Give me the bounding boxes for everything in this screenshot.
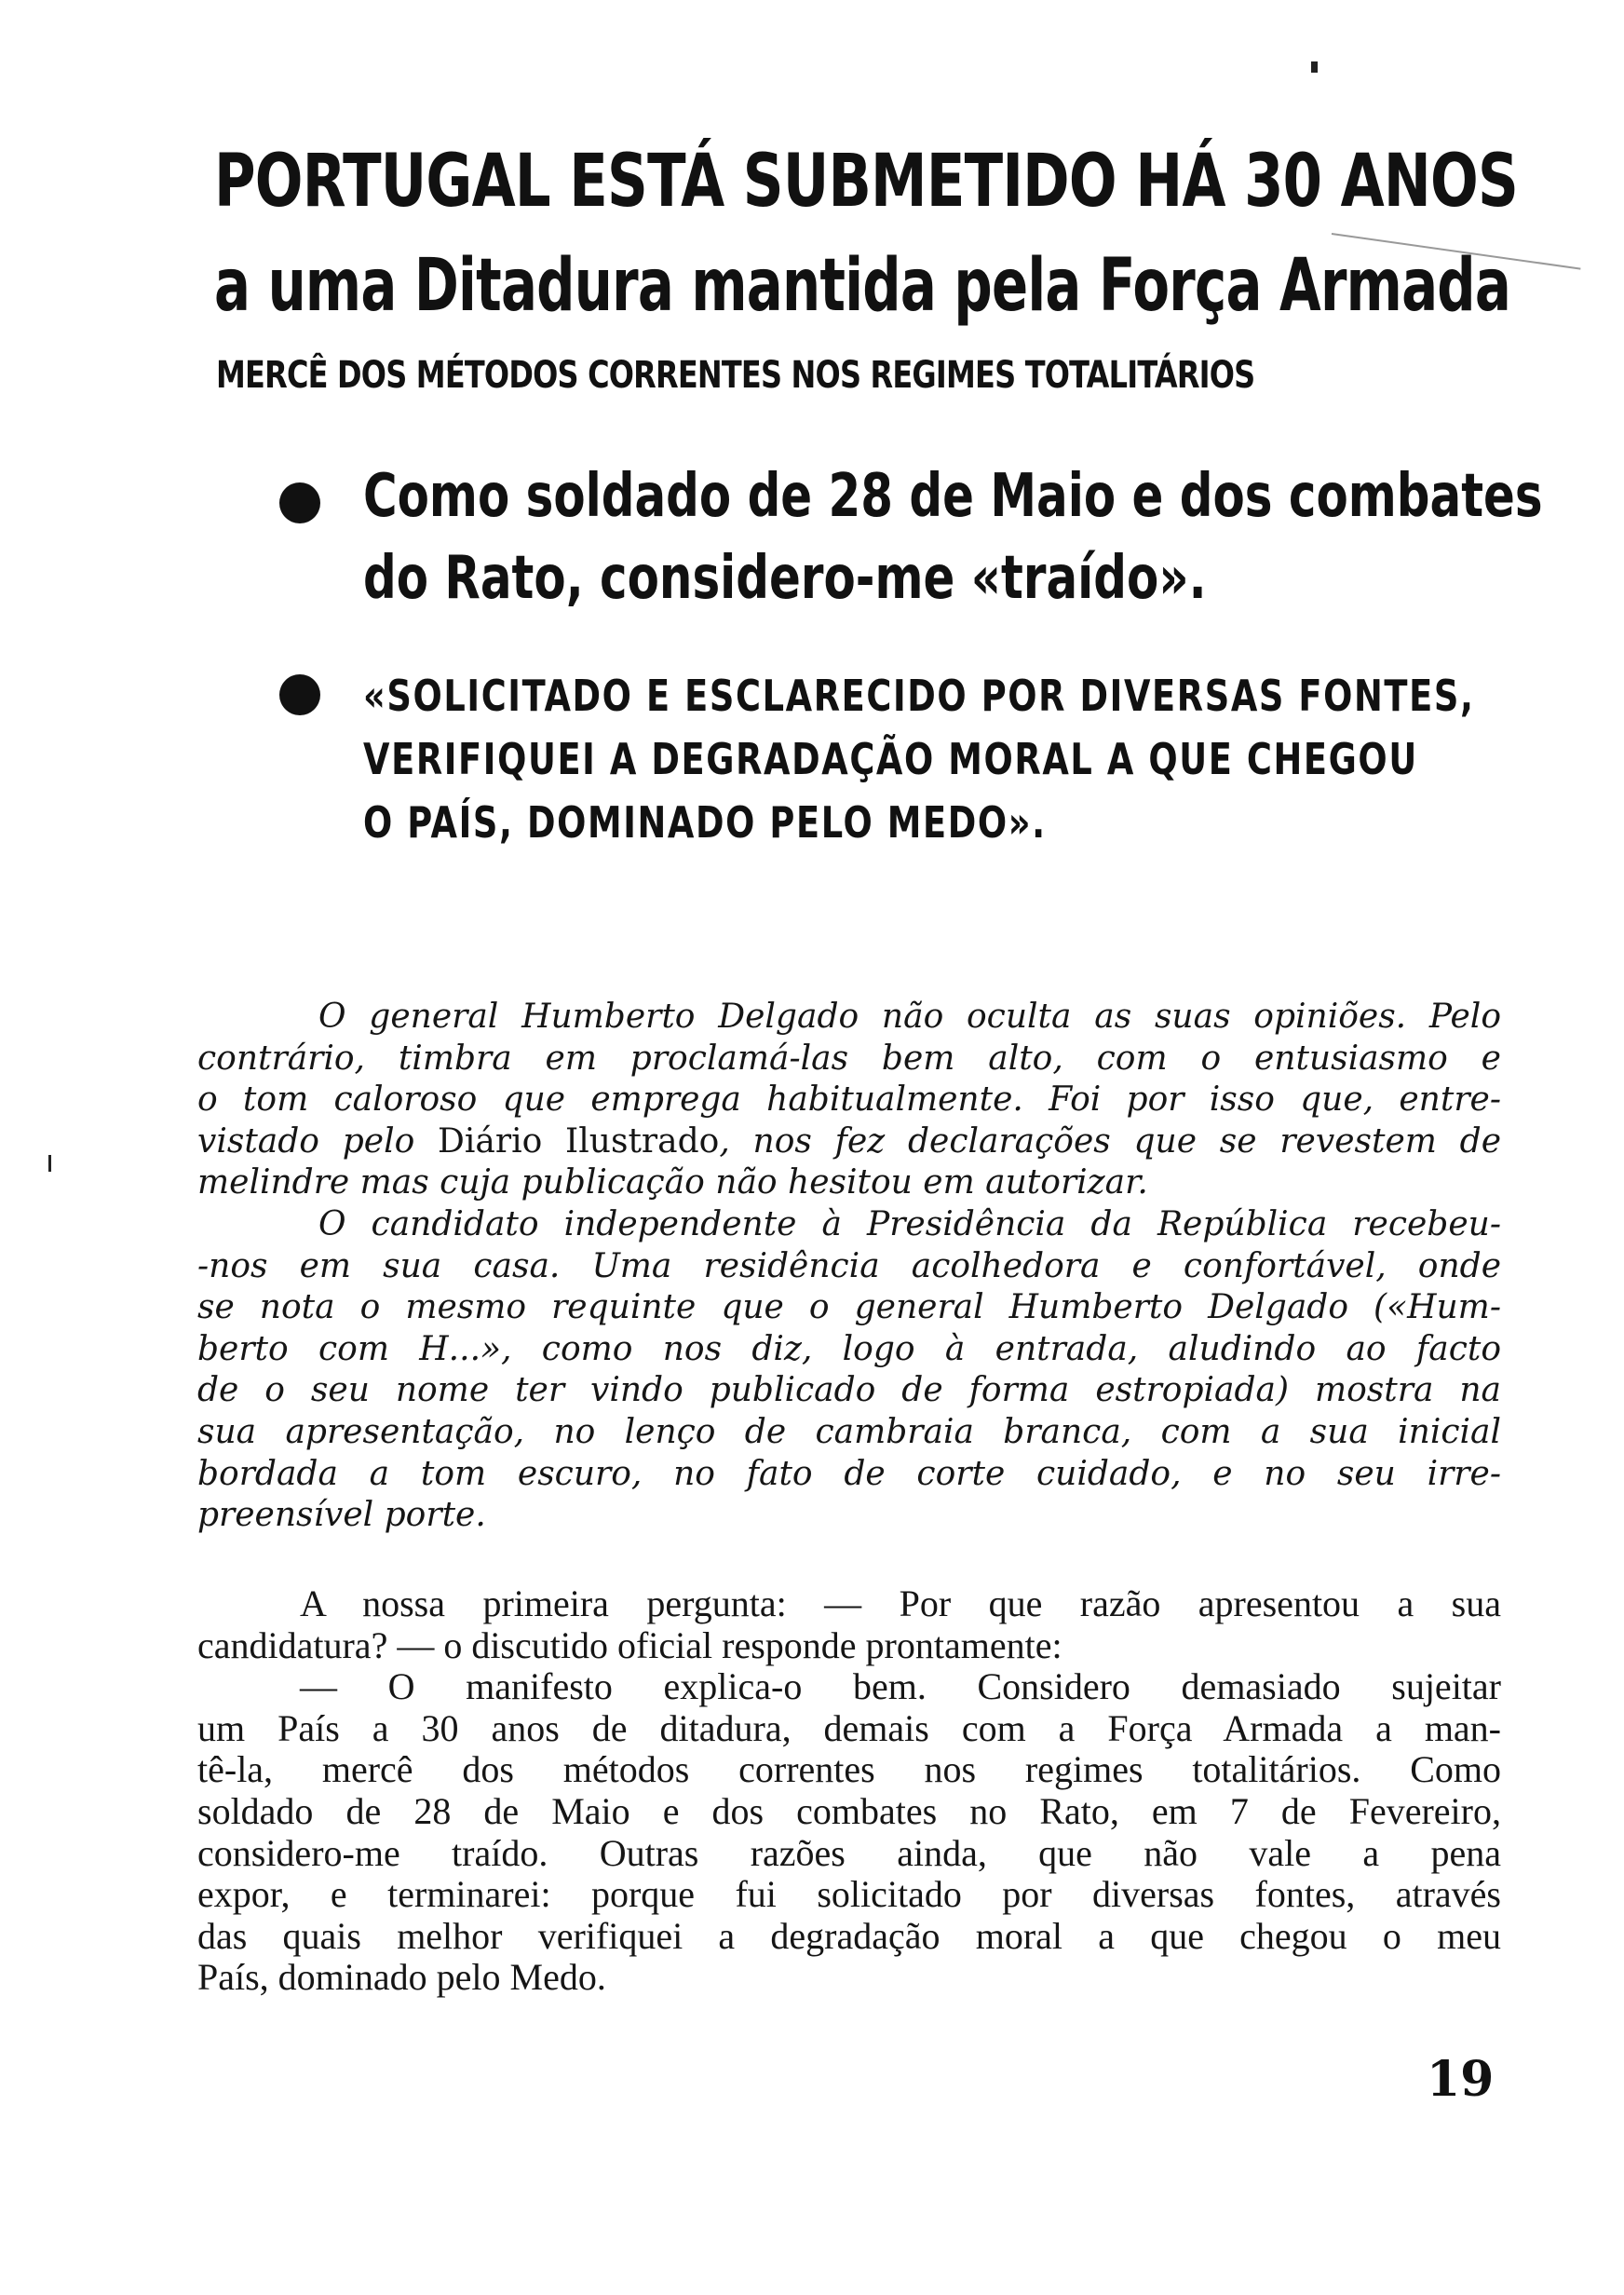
interview-line: soldado de 28 de Maio e dos combates no Rato, em 7 de Fevereiro, xyxy=(197,1789,1501,1832)
intro-line: bordada a tom escuro, no fato de corte cuidado, e no seu irre- xyxy=(197,1454,1501,1493)
interview-line: considero-me traído. Outras razões ainda, que não vale a pena xyxy=(197,1831,1501,1874)
intro-line: vistado pelo Diário Ilustrado, nos fez declarações que se revestem de xyxy=(197,1121,1501,1161)
intro-line: se nota o mesmo requinte que o general Humberto Delgado («Hum- xyxy=(197,1288,1501,1327)
headline-line-2: a uma Ditadura mantida pela Força Armada xyxy=(214,244,1511,328)
scan-mark-top xyxy=(1311,61,1318,73)
intro-line: berto com H...», como nos diz, logo à entrada, aludindo ao facto xyxy=(197,1329,1501,1368)
interview-line: tê-la, mercê dos métodos correntes nos regimes totalitários. Como xyxy=(197,1748,1501,1791)
intro-line: -nos em sua casa. Uma residência acolhedora e confortável, onde xyxy=(197,1246,1501,1285)
interview-paragraph xyxy=(197,1583,1501,1999)
intro-line: contrário, timbra em proclamá-las bem alto, com o entusiasmo e xyxy=(197,1039,1501,1078)
headline-line-1: PORTUGAL ESTÁ SUBMETIDO HÁ 30 ANOS xyxy=(214,140,1519,224)
point-2-line-2: VERIFIQUEI A DEGRADAÇÃO MORAL A QUE CHEGOU xyxy=(363,734,1418,784)
intro-line: preensível porte. xyxy=(197,1496,486,1535)
interview-line: — O manifesto explica-o bem. Considero demasiado sujeitar xyxy=(300,1665,1501,1708)
interview-line: candidatura? — o discutido oficial responde prontamente: xyxy=(197,1623,1062,1666)
scan-mark-left xyxy=(48,1155,51,1172)
intro-line: sua apresentação, no lenço de cambraia branca, com a sua inicial xyxy=(197,1412,1501,1451)
intro-line: de o seu nome ter vindo publicado de forma estropiada) mostra na xyxy=(197,1371,1501,1410)
point-2-line-3: O PAÍS, DOMINADO PELO MEDO». xyxy=(363,797,1047,848)
bullet-icon xyxy=(279,482,320,523)
interview-line: País, dominado pelo Medo. xyxy=(197,1956,606,1999)
point-2-line-1: «SOLICITADO E ESCLARECIDO POR DIVERSAS FONTES, xyxy=(363,671,1475,721)
intro-line: O general Humberto Delgado não oculta as suas opiniões. Pelo xyxy=(318,998,1501,1036)
interview-line: um País a 30 anos de ditadura, demais com a Força Armada a man- xyxy=(197,1706,1501,1749)
interview-line: das quais melhor verifiquei a degradação moral a que chegou o meu xyxy=(197,1914,1501,1957)
intro-paragraph xyxy=(197,997,1501,1537)
newspaper-name: Diário Ilustrado xyxy=(438,1121,720,1161)
headline-subtitle: MERCÊ DOS MÉTODOS CORRENTES NOS REGIMES TOTALITÁRIOS xyxy=(216,354,1255,397)
intro-line: O candidato independente à Presidência da República recebeu- xyxy=(318,1204,1501,1243)
interview-line: A nossa primeira pergunta: — Por que razão apresentou a sua xyxy=(300,1582,1501,1624)
intro-line: o tom caloroso que emprega habitualmente. Foi por isso que, entre- xyxy=(197,1080,1501,1120)
page-number: 19 xyxy=(1427,2051,1495,2108)
point-1-line-1: Como soldado de 28 de Maio e dos combates xyxy=(363,462,1543,531)
intro-line: melindre mas cuja publicação não hesitou em autorizar. xyxy=(197,1163,1148,1202)
bullet-icon xyxy=(279,674,320,715)
point-1-line-2: do Rato, considero-me «traído». xyxy=(363,544,1207,613)
interview-line: expor, e terminarei: porque fui solicitado por diversas fontes, através xyxy=(197,1873,1501,1916)
